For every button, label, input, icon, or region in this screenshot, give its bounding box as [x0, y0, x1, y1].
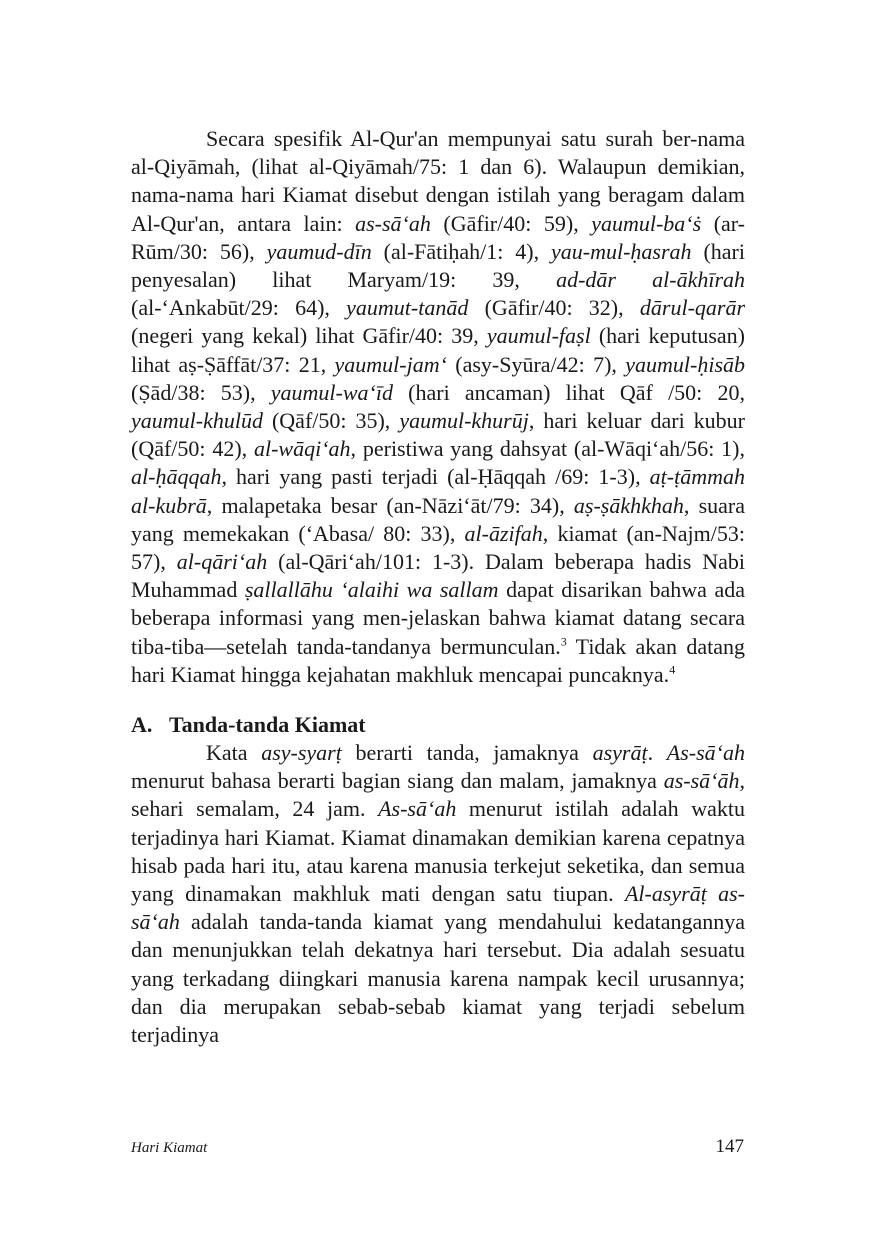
text-run: sehari semalam, 24 jam. — [131, 796, 379, 822]
italic-term: al-āzifah — [464, 520, 543, 546]
text-run: , suara yang memekakan (‘Abasa/ 80: 33), — [131, 492, 745, 546]
text-run: , kiamat (an-Najm/53: 57), — [131, 520, 745, 575]
italic-term: al-wāqi‘ah — [253, 436, 351, 462]
page-footer — [131, 1136, 744, 1158]
text-run: (asy-Syūra/42: 7), — [446, 351, 626, 377]
page-content — [131, 125, 745, 1049]
footnote-ref: 3 — [560, 634, 567, 649]
italic-term: yaumut-tanād — [346, 295, 469, 321]
running-title: Hari Kiamat — [131, 1140, 208, 1156]
footnote-ref: 4 — [669, 662, 676, 677]
italic-term: yaumul-ba‘ṡ — [591, 210, 702, 236]
text-run: (Ṣād/38: 53), — [131, 379, 271, 405]
text-run: Tidak akan datang hari Kiamat hingga kejahatan makhluk mencapai puncaknya. — [131, 633, 745, 687]
text-run: (ar-Rūm/30: 56), — [131, 210, 745, 264]
italic-term: yaumul-khulūd — [131, 408, 263, 434]
text-run: (al-Fātiḥah/1: 4), — [371, 238, 552, 264]
text-run: menurut istilah adalah waktu terjadinya hari Kiamat. Kiamat dinamakan demikian karena cepatnya hisab pada hari itu, atau karena manusia terkejut seketika, dan semua yang dinamakan makhluk mati dengan satu tiupan. — [131, 796, 745, 907]
italic-term: dārul-qarār — [639, 295, 746, 321]
text-run: , malapetaka besar (an-Nāzi‘āt/79: 34), — [206, 492, 574, 518]
italic-term: yaumul-wa‘īd — [270, 379, 393, 405]
italic-term: yaumul-ḥisāb — [625, 351, 745, 377]
text-run: berarti tanda, jamaknya — [341, 740, 593, 766]
italic-term: As-sā‘ah — [378, 796, 457, 822]
italic-term: aṭ-ṭāmmah al-kubrā — [131, 464, 745, 518]
italic-term: ṣallallāhu ‘alaihi wa sallam — [244, 577, 499, 603]
text-run: , hari keluar dari kubur (Qāf/50: 42), — [131, 408, 746, 462]
italic-term: asy-syarṭ — [261, 740, 342, 766]
text-run: (Gāfir/40: 59), — [430, 210, 592, 236]
italic-term: al-qāri‘ah — [176, 549, 268, 575]
text-run: dapat disarikan bahwa ada beberapa informasi yang men-jelaskan bahwa kiamat datang secara tiba-tiba—setelah tanda-tandanya bermunculan. — [131, 577, 745, 659]
paragraph-surah-names — [131, 125, 745, 689]
italic-term: aṣ-ṣākhkhah — [573, 492, 684, 518]
text-run: Kata — [206, 740, 262, 766]
section-heading — [131, 711, 745, 739]
page-number: 147 — [715, 1136, 744, 1157]
italic-term: Al-asyrāṭ as-sā‘ah — [131, 881, 746, 935]
text-run: (hari ancaman) lihat Qāf /50: 20, — [392, 379, 745, 405]
text-run: (hari keputusan) lihat aṣ-Ṣāffāt/37: 21, — [131, 323, 745, 377]
italic-term: yaumul-khurūj — [399, 408, 529, 434]
text-run: (al-‘Ankabūt/29: 64), — [131, 295, 347, 321]
italic-term: As-sā‘ah — [666, 740, 745, 766]
italic-term: yaumul-jam‘ — [334, 351, 447, 377]
italic-term: as-sā‘āh, — [663, 768, 745, 794]
text-run: (negeri yang kekal) lihat Gāfir/40: 39, — [131, 323, 487, 349]
section-number: A. — [131, 712, 153, 738]
text-run: (al-Qāri‘ah/101: 1-3). Dalam beberapa hadis Nabi Muhammad — [131, 549, 745, 603]
section-title: Tanda-tanda Kiamat — [169, 712, 366, 738]
text-run: menurut bahasa berarti bagian siang dan malam, jamaknya — [131, 768, 664, 794]
italic-term: as-sā‘ah — [355, 210, 431, 236]
italic-term: al-ḥāqqah — [131, 464, 222, 490]
text-run: (Qāf/50: 35), — [262, 408, 400, 434]
italic-term: asyrāṭ — [592, 740, 648, 766]
text-run: . — [647, 740, 667, 766]
italic-term: ad-dār al-ākhīrah — [556, 267, 746, 293]
text-run: adalah tanda-tanda kiamat yang mendahului kedatangannya dan menunjukkan telah dekatnya hari tersebut. Dia adalah sesuatu yang terkadang diingkari manusia karena nampak kecil urusannya; dan dia merupakan sebab-sebab kiamat yang terjadi sebelum terjadinya — [131, 909, 745, 1048]
italic-term: yaumud-dīn — [266, 238, 372, 264]
paragraph-signs-definition — [131, 739, 745, 1049]
text-run: , peristiwa yang dahsyat (al-Wāqi‘ah/56: 1), — [350, 436, 746, 462]
text-run: , hari yang pasti terjadi (al-Ḥāqqah /69: 1-3), — [221, 464, 650, 490]
italic-term: yau-mul-ḥasrah — [551, 238, 692, 264]
text-run: (hari penyesalan) lihat Maryam/19: 39, — [131, 238, 745, 293]
text-run: (Gāfir/40: 32), — [468, 295, 640, 321]
italic-term: yaumul-faṣl — [486, 323, 591, 349]
text-run: Secara spesifik Al-Qur'an mempunyai satu surah ber-nama al-Qiyāmah, (lihat al-Qiyāmah/75: 1 dan 6). Walaupun demikian, nama-nama hari Kiamat disebut dengan istilah yang beragam dalam Al-Qur'an, antara lain: — [131, 126, 745, 236]
